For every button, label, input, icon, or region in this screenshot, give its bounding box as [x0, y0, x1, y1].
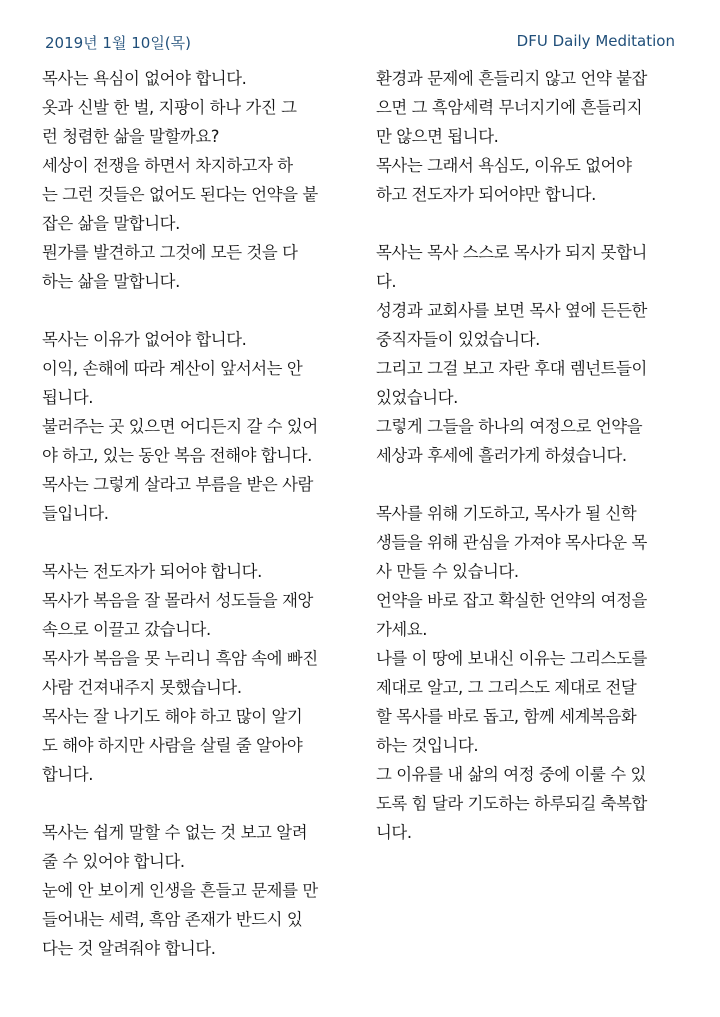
text-line: 나를 이 땅에 보내신 이유는 그리스도를 — [376, 649, 647, 668]
text-line: 목사는 그렇게 살라고 부름을 받은 사람 — [42, 475, 313, 494]
text-line: 줄 수 있어야 합니다. — [42, 852, 185, 871]
text-line: 눈에 안 보이게 인생을 흔들고 문제를 만 — [42, 881, 318, 900]
text-line: 런 청렴한 삶을 말할까요? — [42, 127, 220, 146]
text-line: 불러주는 곳 있으면 어디든지 갈 수 있어 — [42, 417, 318, 436]
text-line: 세상이 전쟁을 하면서 차지하고자 하 — [42, 156, 293, 175]
text-line: 으면 그 흑암세력 무너지기에 흔들리지 — [376, 98, 643, 117]
text-line: 사 만들 수 있습니다. — [376, 562, 519, 581]
text-line: 뭔가를 발견하고 그것에 모든 것을 다 — [42, 243, 298, 262]
text-line: 속으로 이끌고 갔습니다. — [42, 620, 211, 639]
text-line: 생들을 위해 관심을 가져야 목사다운 목 — [376, 533, 647, 552]
text-line: 중직자들이 있었습니다. — [376, 330, 540, 349]
paragraph-gap — [376, 209, 686, 238]
text-line: 들입니다. — [42, 504, 109, 523]
text-line: 환경과 문제에 흔들리지 않고 언약 붙잡 — [376, 69, 647, 88]
text-line: 언약을 바로 잡고 확실한 언약의 여정을 — [376, 591, 647, 610]
text-line: 목사는 이유가 없어야 합니다. — [42, 330, 247, 349]
text-line: 도록 힘 달라 기도하는 하루되길 축복합 — [376, 794, 647, 813]
paragraph-gap — [376, 470, 686, 499]
text-line: 야 하고, 있는 동안 복음 전해야 합니다. — [42, 446, 312, 465]
text-line: 있었습니다. — [376, 388, 458, 407]
text-line: 만 않으면 됩니다. — [376, 127, 499, 146]
text-line: 니다. — [376, 823, 412, 842]
text-line: 목사를 위해 기도하고, 목사가 될 신학 — [376, 504, 637, 523]
text-line: 목사는 전도자가 되어야 합니다. — [42, 562, 262, 581]
text-line: 제대로 알고, 그 그리스도 제대로 전달 — [376, 678, 637, 697]
text-line: 사람 건져내주지 못했습니다. — [42, 678, 242, 697]
text-line: 목사는 쉽게 말할 수 없는 것 보고 알려 — [42, 823, 308, 842]
text-line: 그리고 그걸 보고 자란 후대 렘넌트들이 — [376, 359, 647, 378]
text-line: 가세요. — [376, 620, 428, 639]
text-line: 들어내는 세력, 흑암 존재가 반드시 있 — [42, 910, 303, 929]
text-line: 다는 것 알려줘야 합니다. — [42, 939, 216, 958]
text-line: 잡은 삶을 말합니다. — [42, 214, 180, 233]
text-line: 목사가 복음을 못 누리니 흑암 속에 빠진 — [42, 649, 318, 668]
text-line: 목사는 욕심이 없어야 합니다. — [42, 69, 247, 88]
header-title: DFU Daily Meditation — [516, 32, 675, 50]
text-line: 성경과 교회사를 보면 목사 옆에 든든한 — [376, 301, 647, 320]
text-line: 다. — [376, 272, 397, 291]
text-line: 목사는 목사 스스로 목사가 되지 못합니 — [376, 243, 647, 262]
text-line: 는 그런 것들은 없어도 된다는 언약을 붙 — [42, 185, 318, 204]
text-line: 도 해야 하지만 사람을 살릴 줄 알아야 — [42, 736, 303, 755]
text-line: 합니다. — [42, 765, 94, 784]
text-line: 하는 삶을 말합니다. — [42, 272, 180, 291]
text-line: 목사는 잘 나기도 해야 하고 많이 알기 — [42, 707, 303, 726]
text-line: 됩니다. — [42, 388, 94, 407]
text-line: 옷과 신발 한 벌, 지팡이 하나 가진 그 — [42, 98, 297, 117]
paragraph-gap — [42, 789, 352, 818]
paragraph-gap — [42, 296, 352, 325]
text-line: 목사는 그래서 욕심도, 이유도 없어야 — [376, 156, 632, 175]
text-line: 그렇게 그들을 하나의 여정으로 언약을 — [376, 417, 643, 436]
text-line: 목사가 복음을 잘 몰라서 성도들을 재앙 — [42, 591, 313, 610]
text-line: 하고 전도자가 되어야만 합니다. — [376, 185, 596, 204]
text-line: 세상과 후세에 흘러가게 하셨습니다. — [376, 446, 627, 465]
text-column-right — [376, 64, 686, 847]
text-line: 하는 것입니다. — [376, 736, 479, 755]
paragraph-gap — [42, 528, 352, 557]
text-line: 그 이유를 내 삶의 여정 중에 이룰 수 있 — [376, 765, 646, 784]
text-line: 이익, 손해에 따라 계산이 앞서서는 안 — [42, 359, 303, 378]
header-date: 2019년 1월 10일(목) — [45, 34, 192, 52]
text-column-left — [42, 64, 352, 963]
text-line: 할 목사를 바로 돕고, 함께 세계복음화 — [376, 707, 637, 726]
